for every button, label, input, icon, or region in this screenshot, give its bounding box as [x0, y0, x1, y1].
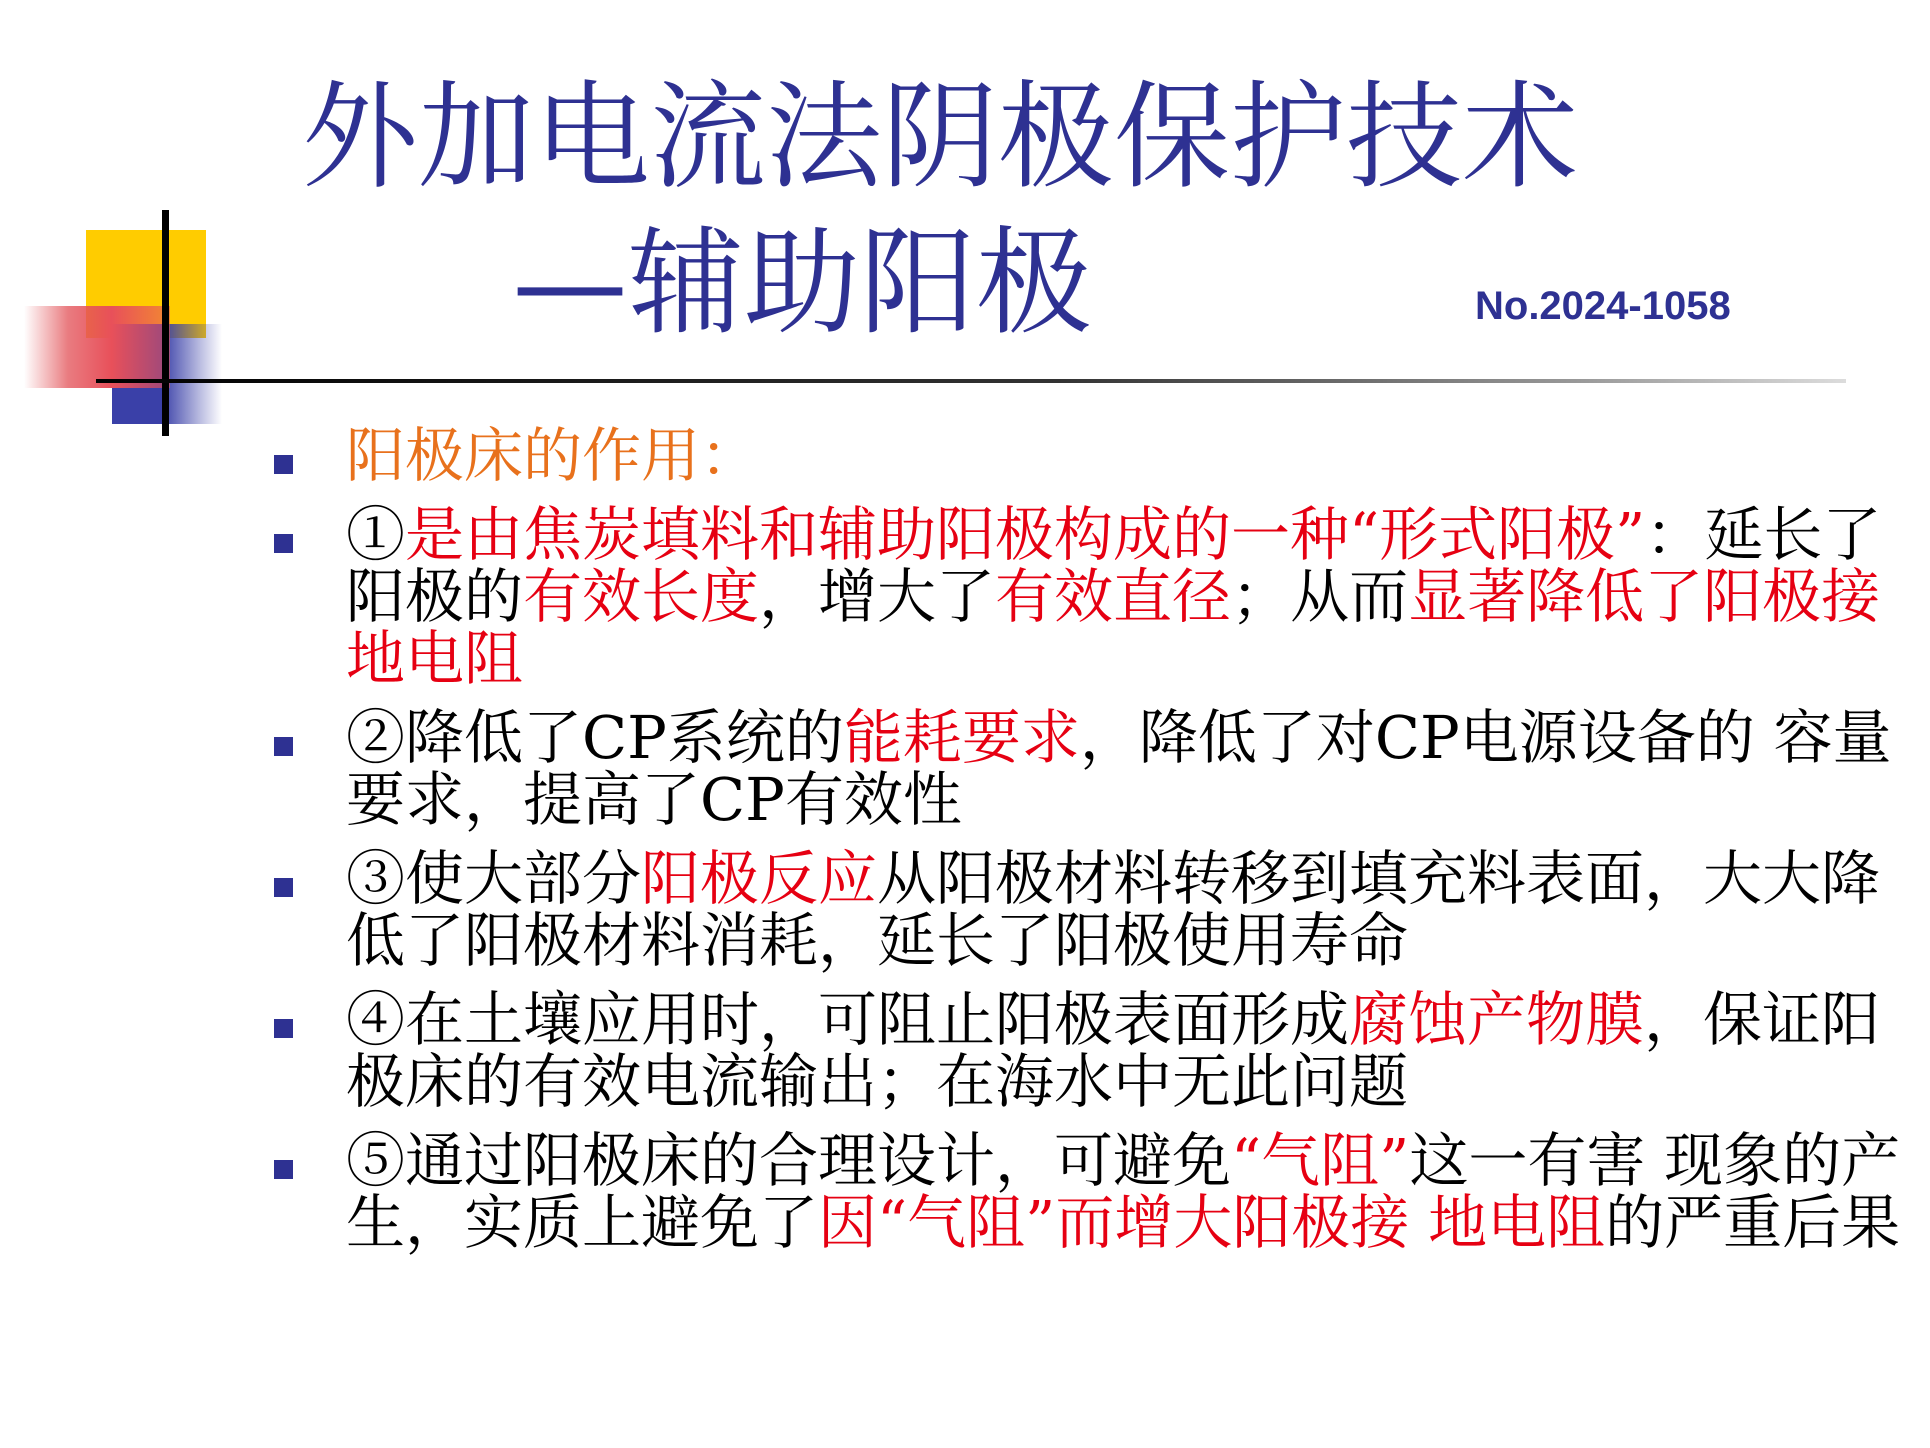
square-bullet-icon: [274, 1019, 293, 1038]
bullet-text-segment: “气阻”: [1231, 1126, 1410, 1195]
bullet-list: [274, 421, 1914, 1257]
bullet-text-segment: ②降低了CP系统的: [346, 703, 844, 772]
bullet-text-segment: 阳极反应: [641, 844, 878, 913]
bullet-text-segment: 是由焦炭填料和辅助阳极构成的一种“形式阳极”: [405, 500, 1646, 569]
bullet-text-segment: ⑤通过阳极床的合理设计，可避免: [346, 1126, 1232, 1195]
bullet-text-segment: 因“气阻”而增大阳极接 地电阻: [818, 1188, 1606, 1257]
bullet-text-segment: 有效长度: [523, 562, 760, 631]
bullet-text-segment: ，增大了: [759, 562, 996, 631]
bullet-text-segment: 的严重后果: [1605, 1188, 1901, 1257]
bullet-text-segment: ：延长了阳极的: [346, 500, 1882, 631]
bullet-text-segment: 有效直径: [995, 562, 1232, 631]
document-number: No.2024-1058: [1475, 284, 1731, 328]
square-bullet-icon: [274, 1160, 293, 1179]
bullet-text-segment: 这一有害 现象的产生，实质上避免了: [346, 1126, 1901, 1257]
square-bullet-icon: [274, 534, 293, 553]
square-bullet-icon: [274, 878, 293, 897]
bullet-text-segment: 能耗要求: [843, 703, 1080, 772]
decor-red-gradient-bar: [24, 306, 170, 388]
bullet-item: [274, 421, 1914, 490]
bullet-text-segment: ；从而: [1231, 562, 1409, 631]
bullet-item: [274, 1126, 1914, 1257]
decor-vertical-rule: [162, 210, 169, 436]
square-bullet-icon: [274, 737, 293, 756]
bullet-item: [274, 500, 1914, 693]
bullet-text-segment: 阳极床的作用：: [346, 421, 760, 490]
bullet-text-segment: ①: [346, 500, 406, 569]
bullet-text-segment: ③使大部分: [346, 844, 642, 913]
square-bullet-icon: [274, 455, 293, 474]
slide-subtitle: —辅助阳极: [512, 216, 1092, 351]
bullet-text-segment: ④在土壤应用时，可阻止阳极表面形成: [346, 985, 1350, 1054]
slide-title: 外加电流法阴极保护技术: [302, 70, 1578, 205]
bullet-text-segment: 显著降低了阳极接地电阻: [346, 562, 1881, 693]
title-underline-rule: [96, 379, 1846, 383]
bullet-item: [274, 703, 1914, 834]
bullet-text-segment: 腐蚀产物膜: [1349, 985, 1645, 1054]
bullet-item: [274, 844, 1914, 975]
bullet-item: [274, 985, 1914, 1116]
bullet-text-segment: ，保证阳极床的有效电流输出；在海水中无此问题: [346, 985, 1881, 1116]
bullet-text-segment: 从阳极材料转移到填充料表面，大大降低了阳极材料消耗，延长了阳极使用寿命: [346, 844, 1881, 975]
bullet-text-segment: ，降低了对CP电源设备的 容量要求，提高了CP有效性: [346, 703, 1892, 834]
